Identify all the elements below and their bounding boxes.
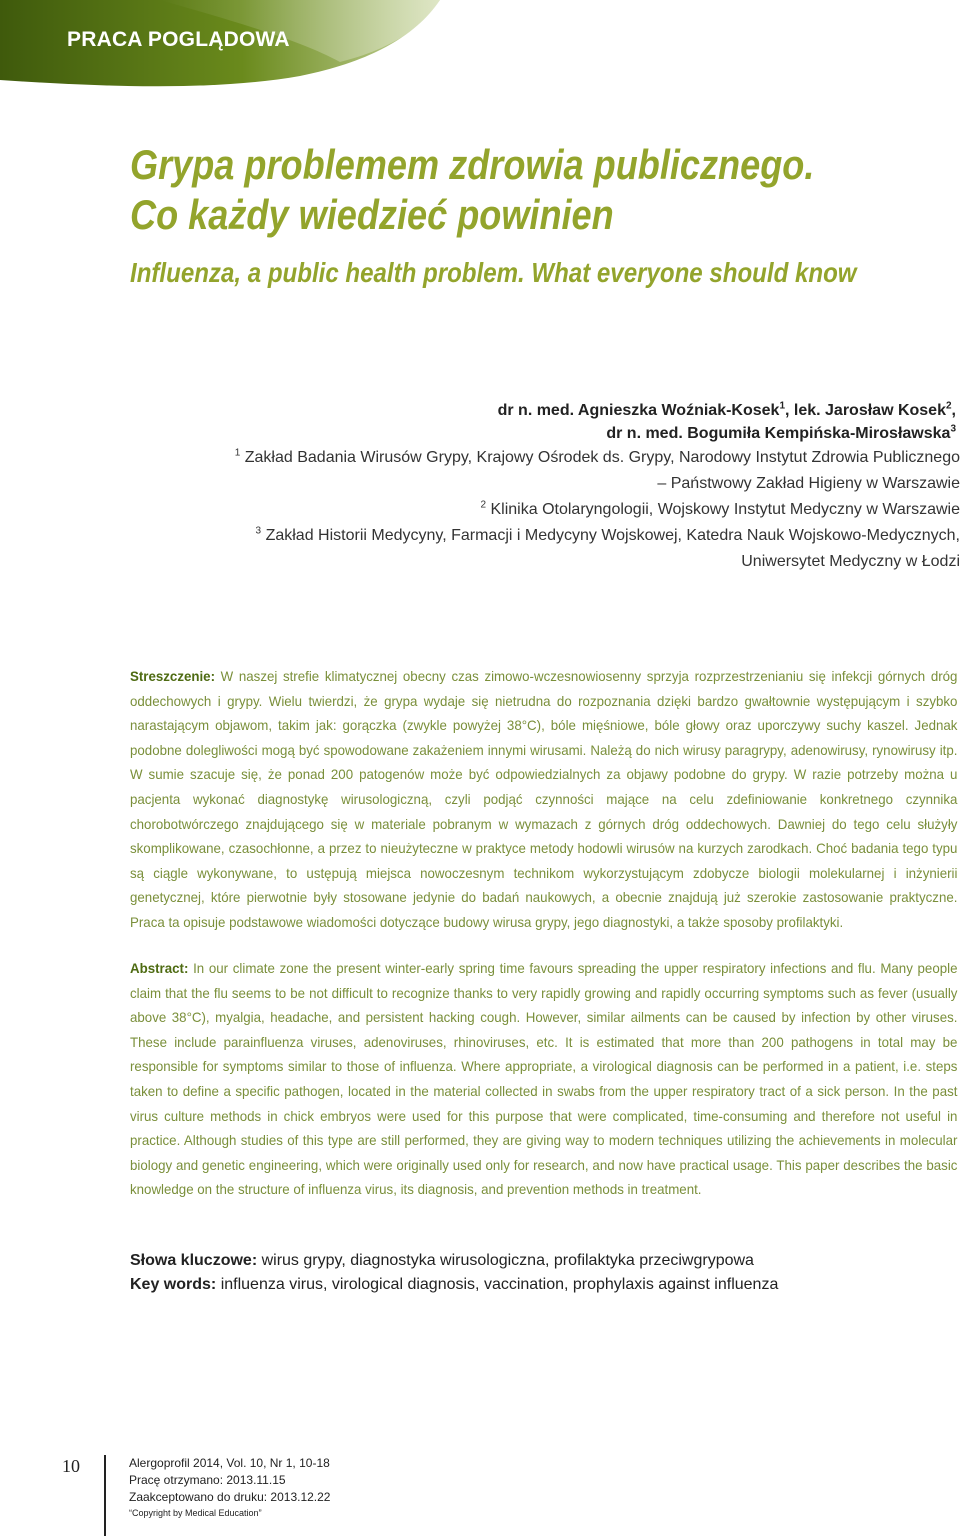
affiliation-1-line-1 xyxy=(100,445,960,471)
author-1-sup: 1 xyxy=(779,400,785,412)
section-banner xyxy=(0,0,440,92)
affiliation-1-sup: 1 xyxy=(234,447,241,459)
keywords-en-label: Key words: xyxy=(130,1276,217,1293)
keywords-en-text: influenza virus, virological diagnosis, vaccination, prophylaxis against influenza xyxy=(220,1276,779,1293)
affiliation-2-sup: 2 xyxy=(480,499,487,511)
affiliation-3-line-1 xyxy=(100,523,960,549)
copyright-note: “Copyright by Medical Education” xyxy=(129,1508,262,1518)
article-title xyxy=(130,140,818,240)
affiliation-3-line-2: Uniwersytet Medyczny w Łodzi xyxy=(741,553,960,570)
streszczenie-label: Streszczenie: xyxy=(130,668,216,684)
received-date: Pracę otrzymano: 2013.11.15 xyxy=(129,1473,286,1487)
abstract-text: In our climate zone the present winter-early spring time favours spreading the upper respiratory infections and flu. Many people claim that the flu seems to be not difficult to recognize thanks to very rapidly growing and rapidly occurring symptoms such as fever (usually above 38°C), myalgia, headache, and persistent hacking cough. However, similar ailments can be caused by infection by other viruses. These include parainfluenza viruses, adenoviruses, rhinoviruses, etc. It is estimated that more than 200 pathogens in total may be responsible for symptoms similar to those of influenza. Where appropriate, a virological diagnosis can be performed in a patient, i.e. steps taken to define a specific pathogen, located in the material collected in swabs from the upper respiratory tract of a sick person. In the past virus culture methods in chick embryos were used for this purpose that were complicated, time-consuming and therefore not useful in practice. Although studies of this type are still performed, they are giving way to modern techniques utilizing the achievements in molecular biology and genetic engineering, which were originally used only for research, and now have practical usage. This paper describes the basic knowledge on the structure of influenza virus, its diagnosis, and prevention methods in treatment. xyxy=(130,960,958,1198)
affiliation-1-line-2: – Państwowy Zakład Higieny w Warszawie xyxy=(657,475,960,492)
author-2: , lek. Jarosław Kosek xyxy=(785,402,946,419)
keywords-pl-label: Słowa kluczowe: xyxy=(130,1252,258,1269)
abstract-section xyxy=(130,956,958,1202)
keywords-en xyxy=(130,1273,778,1297)
title-line-2: Co każdy wiedzieć powinien xyxy=(130,191,614,238)
affiliation-2 xyxy=(100,497,960,523)
author-names xyxy=(100,399,960,445)
author-3-sup: 3 xyxy=(950,423,956,435)
streszczenie-section xyxy=(130,664,958,935)
author-line-1 xyxy=(100,399,956,422)
keywords-pl-text: wirus grypy, diagnostyka wirusologiczna, profilaktyka przeciwgrypowa xyxy=(261,1252,754,1269)
authors-block xyxy=(100,399,960,575)
author-sep: , xyxy=(951,402,956,419)
keywords-block xyxy=(130,1249,778,1297)
keywords-pl xyxy=(130,1249,778,1273)
abstract-label: Abstract: xyxy=(130,960,189,976)
affiliations xyxy=(100,445,960,575)
author-line-2 xyxy=(100,422,956,445)
accepted-date: Zaakceptowano do druku: 2013.12.22 xyxy=(129,1490,331,1504)
affiliation-3-text: Zakład Historii Medycyny, Farmacji i Medycyny Wojskowej, Katedra Nauk Wojskowo-Medycznych, xyxy=(265,527,960,544)
footer-divider xyxy=(104,1455,106,1536)
page-number: 10 xyxy=(62,1456,80,1476)
author-1: dr n. med. Agnieszka Woźniak-Kosek xyxy=(497,402,780,419)
title-line-1: Grypa problemem zdrowia publicznego. xyxy=(130,141,815,188)
author-3: dr n. med. Bogumiła Kempińska-Mirosławska xyxy=(606,425,951,442)
streszczenie-text: W naszej strefie klimatycznej obecny czas zimowo-wczesnowiosenny sprzyja rozprzestrzenianiu się infekcji górnych dróg oddechowych i grypy. Wielu twierdzi, że grypa wydaje się nietrudna do rozpoznania dzięki bardzo gwałtownie występującym i szybko narastającym objawom, takim jak: gorączka (zwykle powyżej 38°C), bóle mięśniowe, bóle głowy oraz uporczywy suchy kaszel. Jednak podobne dolegliwości mogą być spowodowane zakażeniem innymi wirusami. Należą do nich wirusy paragrypy, adenowirusy, rynowirusy itp. W sumie szacuje się, że ponad 200 patogenów może być odpowiedzialnych za objawy podobne do grypy. W razie potrzeby można u pacjenta wykonać diagnostykę wirusologiczną, czyli podjąć czynności mające na celu zdefiniowanie konkretnego czynnika chorobotwórczego znajdującego się w materiale pobranym w wymazach z górnych dróg oddechowych. Dawniej do tego celu służyły skomplikowane, czasochłonne, a przez to nieużyteczne w praktyce metody hodowli wirusów na kurzych zarodkach. Choć badania tego typu są ciągle wykonywane, to ustępują miejsca nowoczesnym technikom wykorzystującym zdobycze biologii molekularnej i inżynierii genetycznej, które pierwotnie były stosowane jedynie do badań naukowych, a obecnie znajdują już szerokie zastosowanie praktyczne. Praca ta opisuje podstawowe wiadomości dotyczące budowy wirusa grypy, jego diagnostyki, a także sposoby profilaktyki. xyxy=(130,668,958,930)
section-label: PRACA POGLĄDOWA xyxy=(67,28,290,51)
footer-info xyxy=(129,1455,330,1520)
article-subtitle: Influenza, a public health problem. What everyone should know xyxy=(130,257,857,288)
affiliation-1-text: Zakład Badania Wirusów Grypy, Krajowy Ośrodek ds. Grypy, Narodowy Instytut Zdrowia Publicznego xyxy=(244,449,960,466)
journal-citation: Alergoprofil 2014, Vol. 10, Nr 1, 10-18 xyxy=(129,1456,330,1470)
author-2-sup: 2 xyxy=(945,400,952,412)
affiliation-3-sup: 3 xyxy=(255,525,262,537)
affiliation-2-text: Klinika Otolaryngologii, Wojskowy Instytut Medyczny w Warszawie xyxy=(490,501,960,518)
